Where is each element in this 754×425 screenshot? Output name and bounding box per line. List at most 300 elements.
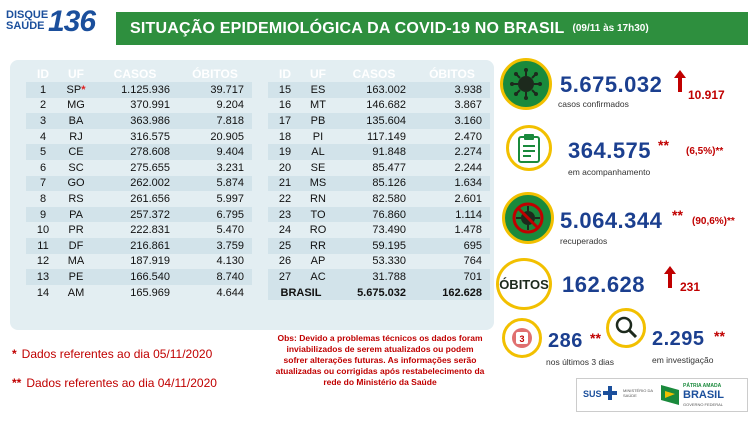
cell-deaths	[178, 113, 252, 129]
cell-cases	[92, 285, 178, 301]
cell-deaths	[414, 98, 490, 114]
cell-uf-text: DF	[68, 239, 84, 252]
update-date: (09/11 às 17h30)	[572, 23, 649, 34]
cell-deaths	[178, 207, 252, 223]
cell-deaths	[178, 98, 252, 114]
cell-deaths-text: 1.634	[454, 177, 482, 190]
cell-uf	[60, 144, 92, 160]
table-row	[268, 160, 490, 176]
cell-deaths-text: 1.114	[455, 208, 482, 221]
monitoring-caption: em acompanhamento	[568, 167, 651, 177]
table-row	[268, 144, 490, 160]
table-row	[268, 269, 490, 285]
cell-uf-text: BA	[68, 114, 84, 127]
cell-id-text: 1	[39, 83, 47, 96]
cell-uf-text: SP	[66, 83, 82, 96]
cell-deaths-text: 4.644	[216, 286, 244, 299]
table-row	[26, 144, 252, 160]
cell-id	[26, 160, 60, 176]
state-table-left	[26, 66, 252, 300]
cell-deaths-text: 3.231	[216, 161, 244, 174]
cell-cases-text: 76.860	[372, 208, 406, 221]
cell-uf	[302, 222, 334, 238]
cell-id-text: 16	[278, 99, 292, 112]
cell-uf	[60, 191, 92, 207]
confirmed-caption: casos confirmados	[558, 99, 629, 109]
cell-id	[268, 269, 302, 285]
cell-id	[268, 160, 302, 176]
table-row	[26, 285, 252, 301]
cell-deaths	[178, 269, 252, 285]
col-uf: UF	[68, 67, 84, 81]
cell-deaths	[414, 176, 490, 192]
logo-line1: DISQUE	[6, 9, 49, 21]
cell-uf	[60, 160, 92, 176]
cell-deaths	[178, 144, 252, 160]
cell-id-text: 26	[278, 255, 292, 268]
gov-line1: PÁTRIA AMADA	[683, 383, 722, 389]
cell-cases-text: 187.919	[130, 255, 170, 268]
table-row	[26, 113, 252, 129]
note-double-star	[12, 376, 217, 390]
cell-cases-text: 262.002	[130, 177, 170, 190]
cell-cases-text: 278.608	[130, 146, 170, 159]
observation-note: Obs: Devido a problemas técnicos os dados foram inviabilizados de serem atualizados ou podem sofrer alterações futuras. As informações serão atualizadas ou corrigidas após restabelecimento da rede do Ministério da Saúde	[275, 333, 485, 387]
cell-id-text: 3	[39, 114, 47, 127]
recovered-value: 5.064.344	[560, 208, 663, 233]
cell-uf-text: RN	[310, 192, 326, 205]
cell-cases	[92, 144, 178, 160]
table-row	[268, 82, 490, 98]
cell-cases-text: 31.788	[372, 270, 406, 283]
deaths-badge	[496, 258, 552, 310]
cell-id	[26, 207, 60, 223]
cell-id-text: 18	[278, 130, 292, 143]
note1-text: Dados referentes ao dia 05/11/2020	[21, 347, 213, 361]
cell-uf	[60, 82, 92, 98]
cell-id	[268, 129, 302, 145]
recovered-percent: (90,6%)**	[692, 216, 735, 227]
cell-cases	[92, 238, 178, 254]
cell-id-text: 6	[39, 161, 47, 174]
cell-id-text: 23	[278, 208, 292, 221]
cell-id	[268, 82, 302, 98]
cell-id	[268, 222, 302, 238]
cell-id-text: 15	[278, 83, 292, 96]
cell-id-text: 19	[278, 146, 292, 159]
cell-cases-text: 82.580	[372, 192, 406, 205]
state-table-panel	[10, 60, 494, 330]
col-deaths: ÓBITOS	[429, 67, 475, 81]
cell-deaths	[178, 238, 252, 254]
cell-uf-text: AL	[311, 146, 325, 159]
monitoring-stars: **	[658, 137, 669, 153]
cell-uf-text: PB	[310, 114, 326, 127]
cell-id	[26, 191, 60, 207]
cell-deaths-text: 764	[463, 255, 482, 268]
note-single-star	[12, 347, 212, 361]
col-deaths: ÓBITOS	[192, 67, 238, 81]
cell-cases	[92, 82, 178, 98]
cell-uf-text: AC	[310, 270, 326, 283]
sp-marker: *	[81, 83, 86, 96]
total-deaths: 162.628	[414, 285, 490, 301]
cell-uf-text: GO	[67, 177, 85, 190]
cell-uf-text: PR	[68, 224, 84, 237]
table-row	[26, 207, 252, 223]
cell-uf	[302, 144, 334, 160]
disque-saude-logo	[6, 5, 106, 38]
col-uf: UF	[310, 67, 326, 81]
cell-deaths	[414, 113, 490, 129]
cell-cases-text: 59.195	[372, 239, 406, 252]
cell-cases-text: 316.575	[130, 130, 170, 143]
cell-uf-text: SC	[68, 161, 84, 174]
cell-uf-text: RJ	[69, 130, 83, 143]
cell-deaths-text: 8.740	[216, 270, 244, 283]
cell-cases	[334, 98, 414, 114]
last3-stars: **	[590, 330, 601, 346]
cell-cases	[334, 82, 414, 98]
cell-id-text: 8	[39, 192, 47, 205]
monitoring-value: 364.575	[568, 138, 652, 163]
cell-uf-text: MS	[309, 177, 327, 190]
cell-id	[26, 144, 60, 160]
cell-id	[268, 191, 302, 207]
cell-uf	[302, 238, 334, 254]
gov-line2: BRASIL	[683, 389, 724, 401]
cell-id	[26, 269, 60, 285]
cell-uf	[302, 98, 334, 114]
cell-uf-text: PA	[69, 208, 83, 221]
cell-id	[26, 238, 60, 254]
cell-deaths-text: 4.130	[216, 255, 244, 268]
cell-uf	[302, 269, 334, 285]
cell-cases	[334, 129, 414, 145]
cell-uf-text: RR	[310, 239, 326, 252]
note2-mark: **	[12, 376, 22, 390]
table-row	[26, 98, 252, 114]
cell-cases	[334, 176, 414, 192]
arrow-up-icon	[664, 266, 676, 288]
note1-mark: *	[12, 347, 17, 361]
cell-cases-text: 91.848	[372, 146, 406, 159]
deaths-increase: 231	[680, 280, 701, 294]
cell-deaths-text: 9.404	[216, 146, 244, 159]
cell-uf	[60, 222, 92, 238]
cross-icon	[603, 386, 617, 400]
cell-cases-text: 222.831	[130, 224, 170, 237]
total-row	[268, 285, 490, 301]
cell-cases	[92, 98, 178, 114]
table-row	[268, 238, 490, 254]
logo-line2: SAÚDE	[6, 20, 45, 32]
government-logos	[576, 378, 748, 412]
cell-id-text: 5	[39, 146, 47, 159]
cell-deaths-text: 3.759	[216, 239, 244, 252]
cell-uf	[60, 207, 92, 223]
cell-uf-text: ES	[310, 83, 326, 96]
table-row	[26, 191, 252, 207]
cell-deaths-text: 20.905	[210, 130, 244, 143]
cell-deaths	[178, 82, 252, 98]
cell-deaths-text: 39.717	[210, 83, 244, 96]
cell-cases	[334, 160, 414, 176]
cell-deaths	[178, 160, 252, 176]
gov-line3: GOVERNO FEDERAL	[683, 402, 724, 407]
cell-uf	[302, 176, 334, 192]
cell-cases	[334, 113, 414, 129]
cell-id-text: 17	[278, 114, 292, 127]
cell-id-text: 2	[39, 99, 47, 112]
cell-uf	[60, 129, 92, 145]
table-row	[268, 129, 490, 145]
cell-id	[268, 207, 302, 223]
cell-deaths-text: 5.470	[216, 224, 244, 237]
col-cases: CASOS	[113, 67, 157, 81]
cell-uf-text: MG	[67, 99, 85, 112]
table-row	[268, 113, 490, 129]
cell-cases	[92, 269, 178, 285]
cell-deaths	[178, 191, 252, 207]
cell-cases	[334, 144, 414, 160]
table-row	[26, 238, 252, 254]
cell-deaths	[414, 269, 490, 285]
cell-uf	[302, 254, 334, 270]
cell-cases-text: 216.861	[130, 239, 170, 252]
cell-cases-text: 261.656	[130, 192, 170, 205]
cell-deaths	[414, 222, 490, 238]
cell-id	[268, 238, 302, 254]
cell-uf	[60, 254, 92, 270]
cell-deaths-text: 2.244	[454, 161, 482, 174]
table-row	[26, 160, 252, 176]
cell-id	[26, 113, 60, 129]
table-header-row	[268, 66, 490, 82]
cell-cases-text: 257.372	[130, 208, 170, 221]
cell-id-text: 21	[278, 177, 292, 190]
cell-cases	[92, 207, 178, 223]
cell-deaths-text: 3.867	[454, 99, 482, 112]
cell-deaths-text: 2.274	[454, 146, 482, 159]
cell-deaths-text: 695	[463, 239, 482, 252]
cell-id-text: 7	[39, 177, 47, 190]
cell-cases-text: 85.126	[372, 177, 406, 190]
cell-id-text: 20	[278, 161, 292, 174]
cell-cases	[92, 113, 178, 129]
cell-id-text: 22	[278, 192, 292, 205]
cell-deaths	[414, 238, 490, 254]
cell-id	[26, 285, 60, 301]
cell-deaths	[178, 285, 252, 301]
cell-cases-text: 363.986	[130, 114, 170, 127]
cell-deaths-text: 7.818	[216, 114, 244, 127]
cell-uf-text: MA	[67, 255, 85, 268]
cell-id-text: 27	[278, 270, 292, 283]
cell-deaths	[178, 176, 252, 192]
cell-cases	[334, 207, 414, 223]
magnifier-icon	[606, 308, 646, 348]
table-row	[26, 82, 252, 98]
cell-uf	[302, 129, 334, 145]
logo-text	[6, 10, 48, 32]
cell-cases-text: 53.330	[372, 255, 406, 268]
cell-uf	[60, 113, 92, 129]
total-label: BRASIL	[268, 285, 334, 301]
cell-cases-text: 370.991	[130, 99, 170, 112]
cell-deaths-text: 1.478	[454, 224, 482, 237]
cell-id	[26, 82, 60, 98]
table-row	[26, 176, 252, 192]
cell-cases-text: 146.682	[366, 99, 406, 112]
cell-deaths	[414, 82, 490, 98]
cell-uf-text: SE	[310, 161, 326, 174]
logo-number: 136	[48, 5, 96, 38]
cell-cases-text: 163.002	[366, 83, 406, 96]
cell-cases-text: 1.125.936	[121, 83, 170, 96]
cell-uf-text: PI	[312, 130, 324, 143]
recovered-stars: **	[672, 207, 683, 223]
cell-deaths	[414, 129, 490, 145]
table-row	[26, 254, 252, 270]
table-header-row	[26, 66, 252, 82]
cell-deaths	[414, 254, 490, 270]
calendar-number: 3	[519, 334, 525, 344]
cell-uf-text: MT	[310, 99, 326, 112]
table-row	[26, 222, 252, 238]
cell-id	[268, 176, 302, 192]
clipboard-icon	[506, 125, 552, 171]
confirmed-increase: 10.917	[688, 88, 725, 102]
cell-id	[26, 98, 60, 114]
table-row	[26, 129, 252, 145]
investigation-value: 2.295	[652, 328, 705, 350]
cell-id-text: 4	[39, 130, 47, 143]
table-row	[268, 98, 490, 114]
cell-cases	[334, 222, 414, 238]
last3-caption: nos últimos 3 dias	[546, 357, 615, 367]
cell-deaths-text: 701	[463, 270, 482, 283]
cell-id-text: 14	[36, 286, 50, 299]
cell-deaths-text: 5.997	[216, 192, 244, 205]
cell-id-text: 13	[36, 270, 50, 283]
cell-uf-text: PE	[68, 270, 84, 283]
cell-id	[26, 129, 60, 145]
recovered-caption: recuperados	[560, 236, 608, 246]
cell-cases	[334, 254, 414, 270]
cell-uf	[302, 160, 334, 176]
cell-id	[26, 222, 60, 238]
cell-cases	[92, 254, 178, 270]
cell-id	[26, 254, 60, 270]
cell-cases	[92, 176, 178, 192]
sus-logo: SUS	[583, 389, 602, 399]
arrow-up-icon	[674, 70, 686, 92]
state-table-right	[268, 66, 490, 300]
cell-id	[268, 98, 302, 114]
cell-uf-text: RO	[309, 224, 327, 237]
cell-uf	[60, 269, 92, 285]
table-row	[268, 191, 490, 207]
cell-id-text: 12	[36, 255, 50, 268]
cell-deaths-text: 3.160	[454, 114, 482, 127]
cell-cases-text: 73.490	[372, 224, 406, 237]
cell-cases	[334, 269, 414, 285]
cell-uf	[60, 285, 92, 301]
confirmed-value: 5.675.032	[560, 72, 663, 97]
table-row	[268, 222, 490, 238]
table-row	[268, 207, 490, 223]
cell-cases	[334, 238, 414, 254]
cell-uf	[60, 238, 92, 254]
cell-id	[26, 176, 60, 192]
cell-deaths	[414, 160, 490, 176]
cell-id-text: 24	[278, 224, 292, 237]
cell-deaths-text: 2.601	[454, 192, 482, 205]
cell-id	[268, 144, 302, 160]
cell-cases	[92, 160, 178, 176]
col-id: ID	[37, 67, 49, 81]
col-id: ID	[279, 67, 291, 81]
cell-deaths-text: 5.874	[216, 177, 244, 190]
col-cases: CASOS	[352, 67, 396, 81]
cell-id	[268, 113, 302, 129]
cell-uf	[60, 176, 92, 192]
cell-id-text: 11	[37, 239, 49, 252]
page-title: SITUAÇÃO EPIDEMIOLÓGICA DA COVID-19 NO BRASIL	[130, 19, 565, 37]
cell-deaths-text: 2.470	[454, 130, 482, 143]
table-row	[268, 254, 490, 270]
deaths-label: ÓBITOS	[499, 276, 549, 292]
cell-id-text: 9	[39, 208, 47, 221]
cell-uf	[302, 191, 334, 207]
cell-deaths	[414, 191, 490, 207]
monitoring-percent: (6,5%)**	[686, 146, 724, 157]
cell-cases-text: 166.540	[130, 270, 170, 283]
cell-id-text: 25	[278, 239, 292, 252]
cell-uf	[302, 207, 334, 223]
calendar-icon	[502, 318, 542, 358]
cell-uf-text: RS	[68, 192, 84, 205]
last3-value: 286	[548, 330, 583, 352]
cell-cases	[92, 129, 178, 145]
deaths-value: 162.628	[562, 272, 646, 297]
cell-cases-text: 165.969	[130, 286, 170, 299]
cell-uf	[60, 98, 92, 114]
cell-deaths	[178, 222, 252, 238]
total-cases: 5.675.032	[334, 285, 414, 301]
cell-cases	[334, 191, 414, 207]
cell-cases-text: 135.604	[366, 114, 406, 127]
cell-deaths	[178, 254, 252, 270]
cell-cases	[92, 191, 178, 207]
virus-crossed-icon	[502, 192, 554, 244]
cell-cases	[92, 222, 178, 238]
cell-uf-text: TO	[310, 208, 326, 221]
cell-uf-text: CE	[68, 146, 84, 159]
cell-cases-text: 275.655	[130, 161, 170, 174]
table-row	[26, 269, 252, 285]
cell-id	[268, 254, 302, 270]
virus-icon	[500, 58, 552, 110]
header-bar	[116, 12, 748, 45]
cell-uf	[302, 113, 334, 129]
cell-deaths-text: 9.204	[216, 99, 244, 112]
ministry-logo: MINISTÉRIO DA SAÚDE	[623, 388, 653, 398]
cell-deaths-text: 3.938	[454, 83, 482, 96]
cell-deaths-text: 6.795	[216, 208, 244, 221]
table-row	[268, 176, 490, 192]
